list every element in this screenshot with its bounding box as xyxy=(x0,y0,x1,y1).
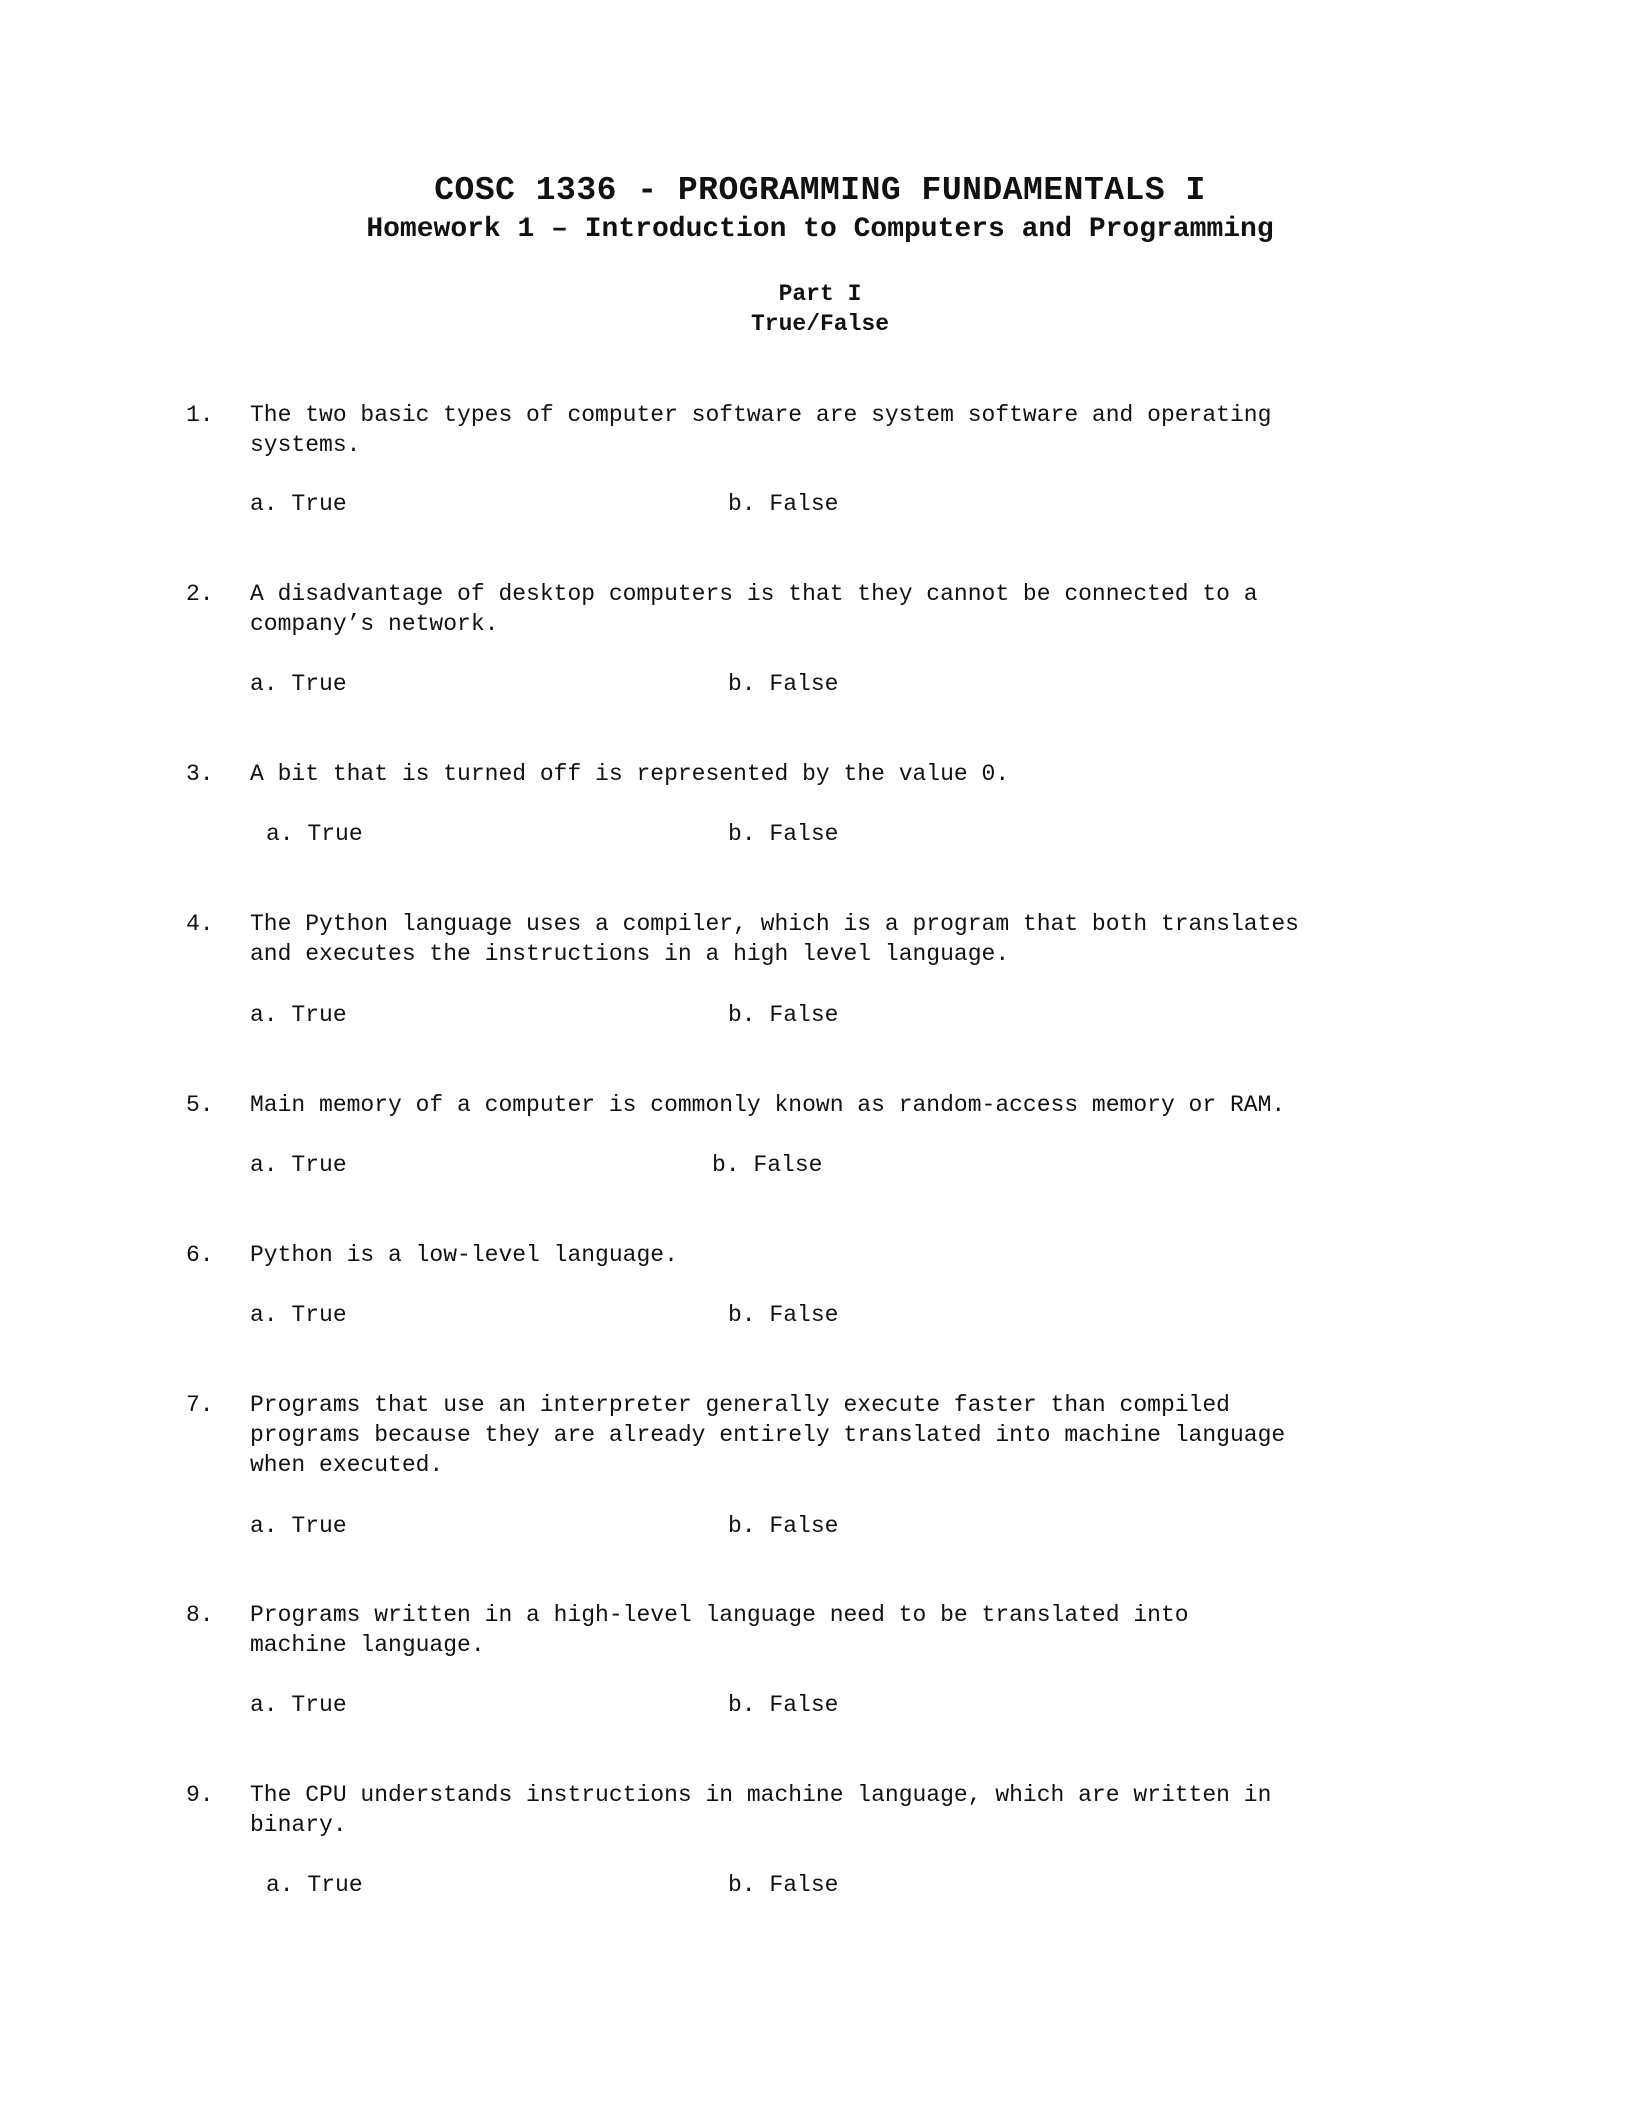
question-number: 1. xyxy=(186,402,214,428)
option-false[interactable]: b. False xyxy=(728,671,839,697)
question-number: 3. xyxy=(186,761,214,787)
option-false[interactable]: b. False xyxy=(728,1513,839,1539)
option-false[interactable]: b. False xyxy=(728,1302,839,1328)
part-label: Part I xyxy=(778,281,862,307)
option-true[interactable]: a. True xyxy=(250,1152,347,1178)
option-false[interactable]: b. False xyxy=(728,1872,839,1898)
question-text: Programs that use an interpreter generally execute faster than compiled programs because they are already entirely translated into machine language when executed. xyxy=(250,1392,1286,1478)
option-true[interactable]: a. True xyxy=(250,1302,347,1328)
question-number: 4. xyxy=(186,911,214,937)
question-text: Python is a low-level language. xyxy=(250,1242,678,1268)
option-true[interactable]: a. True xyxy=(250,671,347,697)
option-true[interactable]: a. True xyxy=(250,491,347,517)
option-true[interactable]: a. True xyxy=(266,821,363,847)
option-false[interactable]: b. False xyxy=(728,821,839,847)
page-subtitle: Homework 1 – Introduction to Computers and Programming xyxy=(366,214,1274,245)
option-true[interactable]: a. True xyxy=(266,1872,363,1898)
question-number: 9. xyxy=(186,1782,214,1808)
question-text: A disadvantage of desktop computers is that they cannot be connected to a company’s network. xyxy=(250,581,1258,637)
option-false[interactable]: b. False xyxy=(712,1152,823,1178)
option-true[interactable]: a. True xyxy=(250,1513,347,1539)
question-text: The two basic types of computer software are system software and operating systems. xyxy=(250,402,1272,458)
question-number: 6. xyxy=(186,1242,214,1268)
question-number: 5. xyxy=(186,1092,214,1118)
option-true[interactable]: a. True xyxy=(250,1002,347,1028)
question-text: The Python language uses a compiler, which is a program that both translates and executes the instructions in a high level language. xyxy=(250,911,1299,967)
part-type: True/False xyxy=(750,311,890,337)
question-text: Programs written in a high-level language need to be translated into machine language. xyxy=(250,1602,1189,1658)
option-false[interactable]: b. False xyxy=(728,1002,839,1028)
question-number: 2. xyxy=(186,581,214,607)
question-text: A bit that is turned off is represented by the value 0. xyxy=(250,761,1010,787)
part-heading xyxy=(0,279,1640,339)
option-false[interactable]: b. False xyxy=(728,1692,839,1718)
question-text: The CPU understands instructions in machine language, which are written in binary. xyxy=(250,1782,1272,1838)
question-number: 7. xyxy=(186,1392,214,1418)
option-false[interactable]: b. False xyxy=(728,491,839,517)
page-title: COSC 1336 - PROGRAMMING FUNDAMENTALS I xyxy=(434,172,1206,209)
question-text: Main memory of a computer is commonly known as random-access memory or RAM. xyxy=(250,1092,1286,1118)
question-number: 8. xyxy=(186,1602,214,1628)
option-true[interactable]: a. True xyxy=(250,1692,347,1718)
